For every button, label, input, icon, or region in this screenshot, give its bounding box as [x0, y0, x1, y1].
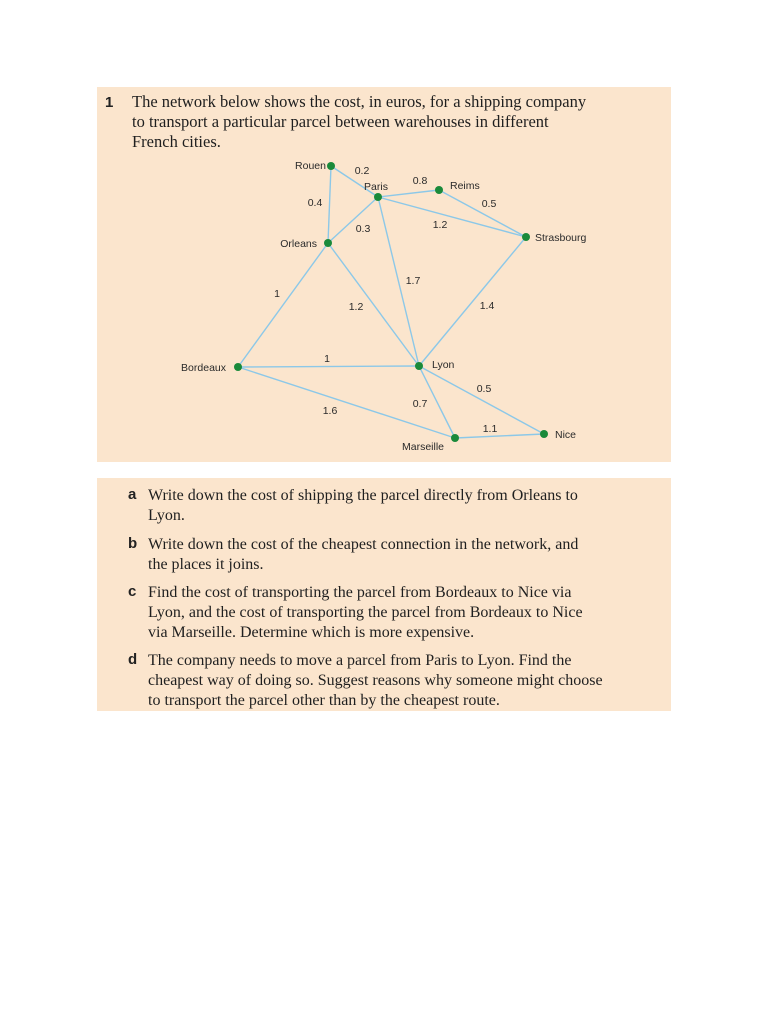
node-strasbourg: [522, 233, 530, 241]
edge-orleans-bordeaux: [238, 243, 328, 367]
node-label-rouen: Rouen: [295, 160, 326, 172]
edge-strasbourg-lyon: [419, 237, 526, 366]
part-line: Write down the cost of the cheapest connection in the network, and: [148, 536, 579, 553]
node-bordeaux: [234, 363, 242, 371]
part-letter: d: [128, 651, 138, 668]
edge-cost-paris-lyon: 1.7: [405, 275, 421, 287]
part-line: Find the cost of transporting the parcel from Bordeaux to Nice via: [148, 584, 572, 601]
edge-paris-strasbourg: [378, 197, 526, 237]
node-label-bordeaux: Bordeaux: [181, 362, 226, 374]
node-label-reims: Reims: [450, 180, 480, 192]
part-line: Lyon.: [148, 507, 185, 524]
edge-lyon-nice: [419, 366, 544, 434]
node-nice: [540, 430, 548, 438]
node-paris: [374, 193, 382, 201]
edge-cost-bordeaux-lyon: 1: [324, 353, 330, 365]
network-node-labels: [181, 160, 586, 453]
edge-cost-rouen-orleans: 0.4: [307, 197, 323, 209]
part-line: The company needs to move a parcel from Paris to Lyon. Find the: [148, 652, 572, 669]
edge-marseille-nice: [455, 434, 544, 438]
intro-line: to transport a particular parcel between warehouses in different: [132, 112, 549, 131]
part-letter: a: [128, 486, 137, 503]
edge-cost-rouen-paris: 0.2: [354, 165, 370, 177]
edge-cost-lyon-nice: 0.5: [476, 383, 492, 395]
edge-cost-paris-strasbourg: 1.2: [432, 219, 448, 231]
edge-cost-orleans-lyon: 1.2: [348, 301, 364, 313]
node-reims: [435, 186, 443, 194]
edge-cost-lyon-marseille: 0.7: [412, 398, 428, 410]
node-marseille: [451, 434, 459, 442]
edge-cost-strasbourg-lyon: 1.4: [479, 300, 495, 312]
node-label-lyon: Lyon: [432, 359, 455, 371]
network-edges: [238, 166, 544, 438]
edge-orleans-lyon: [328, 243, 419, 366]
network-edge-costs: [274, 165, 497, 435]
edge-paris-orleans: [328, 197, 378, 243]
part-letter: c: [128, 583, 137, 600]
edge-cost-reims-strasbourg: 0.5: [481, 198, 497, 210]
node-label-orleans: Orleans: [280, 238, 317, 250]
edge-cost-orleans-bordeaux: 1: [274, 288, 280, 300]
part-line: to transport the parcel other than by the cheapest route.: [148, 692, 500, 709]
part-text: [148, 651, 603, 711]
node-label-paris: Paris: [364, 181, 388, 193]
question-parts-panel: [97, 478, 671, 711]
shipping-network-diagram: [97, 87, 671, 462]
part-text: [148, 486, 578, 526]
node-lyon: [415, 362, 423, 370]
node-rouen: [327, 162, 335, 170]
edge-rouen-orleans: [328, 166, 331, 243]
edge-cost-marseille-nice: 1.1: [482, 423, 498, 435]
node-label-nice: Nice: [555, 429, 577, 441]
edge-bordeaux-lyon: [238, 366, 419, 367]
part-line: Lyon, and the cost of transporting the parcel from Bordeaux to Nice: [148, 604, 583, 621]
part-text: [148, 583, 583, 643]
intro-line: French cities.: [132, 132, 221, 151]
part-letter: b: [128, 535, 138, 552]
part-line: cheapest way of doing so. Suggest reasons why someone might choose: [148, 672, 603, 689]
part-text: [148, 535, 578, 575]
edge-cost-paris-reims: 0.8: [412, 175, 428, 187]
question-number: 1: [105, 94, 114, 111]
node-label-strasbourg: Strasbourg: [535, 232, 587, 244]
part-line: the places it joins.: [148, 556, 264, 573]
node-orleans: [324, 239, 332, 247]
node-label-marseille: Marseille: [401, 441, 445, 453]
part-line: via Marseille. Determine which is more expensive.: [148, 624, 475, 641]
edge-cost-paris-orleans: 0.3: [355, 223, 371, 235]
intro-line: The network below shows the cost, in euros, for a shipping company: [132, 92, 587, 111]
edge-cost-bordeaux-marseille: 1.6: [322, 405, 338, 417]
part-line: Write down the cost of shipping the parcel directly from Orleans to: [148, 487, 578, 504]
network-nodes: [234, 162, 548, 442]
question-intro-panel: [97, 87, 671, 462]
